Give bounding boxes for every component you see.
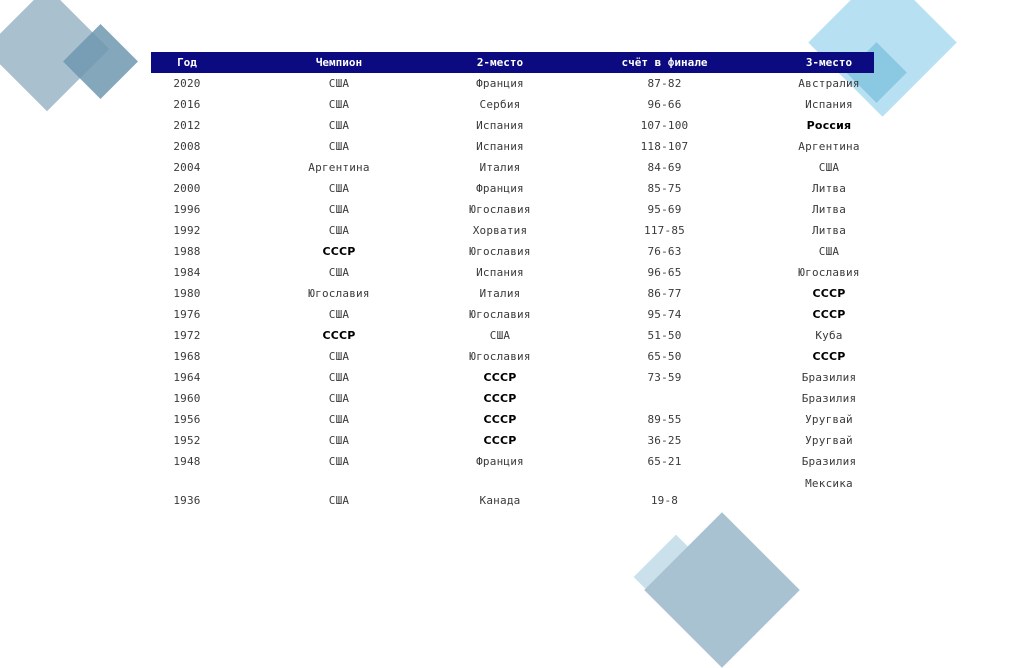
cell-second-place: СССР [483,413,517,426]
cell-champion: США [328,350,350,363]
cell-champion: США [328,434,350,447]
cell-champion: США [328,182,350,195]
cell-final-score: 86-77 [647,287,682,300]
cell-year: 1936 [173,494,201,507]
cell-third-place: Литва [811,203,847,216]
cell-year: 2004 [173,161,201,174]
cell-year: 1952 [173,434,201,447]
cell-final-score: 117-85 [644,224,685,237]
decor-diamond-bottom [644,512,800,668]
cell-year: 1956 [173,413,201,426]
cell-second-place: Испания [476,140,524,153]
table-row [151,494,874,510]
cell-year: 1960 [173,392,201,405]
cell-final-score: 95-74 [647,308,682,321]
cell-third-place: Уругвай [805,413,853,426]
cell-year: 1996 [173,203,201,216]
cell-year: 2020 [173,77,201,90]
cell-final-score: 65-21 [647,455,682,468]
header-second-place: 2-место [455,52,545,73]
table-header [151,52,874,73]
cell-final-score: 87-82 [647,77,682,90]
table-row [151,409,874,430]
table-row [151,94,874,115]
cell-final-score: 96-65 [647,266,682,279]
cell-second-place: СССР [483,434,517,447]
cell-second-place: США [489,329,511,342]
cell-champion: США [328,308,350,321]
cell-final-score: 107-100 [640,119,689,132]
header-champion: Чемпион [223,52,455,73]
cell-third-place: Бразилия [801,455,857,468]
table-row [151,199,874,220]
cell-final-score: 76-63 [647,245,682,258]
cell-year [151,472,223,494]
table-row [151,178,874,199]
cell-second-place: Хорватия [472,224,528,237]
cell-second-place: Сербия [479,98,521,111]
cell-second-place: Югославия [469,245,531,258]
table-row [151,220,874,241]
cell-year: 2012 [173,119,201,132]
cell-champion: США [328,203,350,216]
cell-champion: США [328,140,350,153]
table-row [151,430,874,451]
cell-final-score: 36-25 [647,434,682,447]
cell-champion: США [328,413,350,426]
cell-third-place: Австралия [798,77,860,90]
cell-final-score [545,388,784,409]
cell-year: 1976 [173,308,201,321]
cell-third-place: Бразилия [801,392,857,405]
cell-second-place: Франция [476,455,524,468]
table-row [151,304,874,325]
table-row [151,367,874,388]
cell-third-place: Испания [805,98,853,111]
cell-year: 1972 [173,329,201,342]
cell-second-place: Италия [479,287,521,300]
cell-champion: США [328,455,350,468]
cell-champion [223,472,455,494]
cell-year: 2000 [173,182,201,195]
cell-second-place: Югославия [469,203,531,216]
cell-year: 1992 [173,224,201,237]
table-row [151,262,874,283]
cell-second-place: Франция [476,182,524,195]
cell-second-place: Франция [476,77,524,90]
cell-champion: СССР [322,329,356,342]
cell-third-place: Уругвай [805,434,853,447]
cell-third-place: Литва [811,224,847,237]
cell-year: 1964 [173,371,201,384]
cell-champion: Аргентина [308,161,370,174]
cell-year: 1988 [173,245,201,258]
results-table [151,52,874,510]
cell-final-score: 118-107 [640,140,689,153]
table-row [151,388,874,409]
cell-year: 2016 [173,98,201,111]
cell-second-place: СССР [483,392,517,405]
cell-champion: США [328,392,350,405]
table-row [151,157,874,178]
table-row [151,73,874,94]
cell-champion: США [328,371,350,384]
cell-second-place [455,472,545,494]
cell-third-place: Бразилия [801,371,857,384]
cell-third-place: Россия [806,119,852,132]
cell-second-place: Канада [479,494,521,507]
cell-champion: США [328,494,350,507]
cell-year: 1984 [173,266,201,279]
table-row [151,115,874,136]
cell-champion: США [328,266,350,279]
table-row [151,325,874,346]
cell-year: 1948 [173,455,201,468]
cell-second-place: СССР [483,371,517,384]
cell-champion: СССР [322,245,356,258]
header-row [151,52,874,73]
cell-champion: Югославия [308,287,370,300]
cell-champion: США [328,98,350,111]
cell-champion: США [328,77,350,90]
header-year: Год [151,52,223,73]
table-row [151,472,874,494]
cell-third-place: США [818,245,840,258]
table-row [151,283,874,304]
header-third-place: 3-место [784,52,874,73]
cell-third-place: СССР [812,308,846,321]
table-row [151,451,874,472]
table-row [151,241,874,262]
cell-third-place: Аргентина [798,140,860,153]
cell-final-score: 96-66 [647,98,682,111]
cell-second-place: Испания [476,266,524,279]
cell-third-place: США [818,161,840,174]
cell-champion: США [328,119,350,132]
cell-final-score: 73-59 [647,371,682,384]
cell-third-place: СССР [812,350,846,363]
cell-third-place: СССР [812,287,846,300]
table-row [151,346,874,367]
cell-second-place: Италия [479,161,521,174]
cell-second-place: Испания [476,119,524,132]
cell-third-place: Литва [811,182,847,195]
cell-year: 1980 [173,287,201,300]
cell-final-score [545,472,784,494]
header-final-score: счёт в финале [545,52,784,73]
cell-third-place: Югославия [798,266,860,279]
cell-third-place: Куба [815,329,843,342]
table-row [151,136,874,157]
cell-third-place [784,494,874,510]
cell-second-place: Югославия [469,308,531,321]
cell-final-score: 51-50 [647,329,682,342]
cell-third-place: Мексика [805,476,853,490]
table-body [151,73,874,510]
cell-final-score: 89-55 [647,413,682,426]
cell-year: 1968 [173,350,201,363]
cell-final-score: 85-75 [647,182,682,195]
cell-champion: США [328,224,350,237]
cell-final-score: 19-8 [650,494,679,507]
cell-second-place: Югославия [469,350,531,363]
cell-final-score: 95-69 [647,203,682,216]
cell-final-score: 65-50 [647,350,682,363]
cell-year: 2008 [173,140,201,153]
cell-final-score: 84-69 [647,161,682,174]
